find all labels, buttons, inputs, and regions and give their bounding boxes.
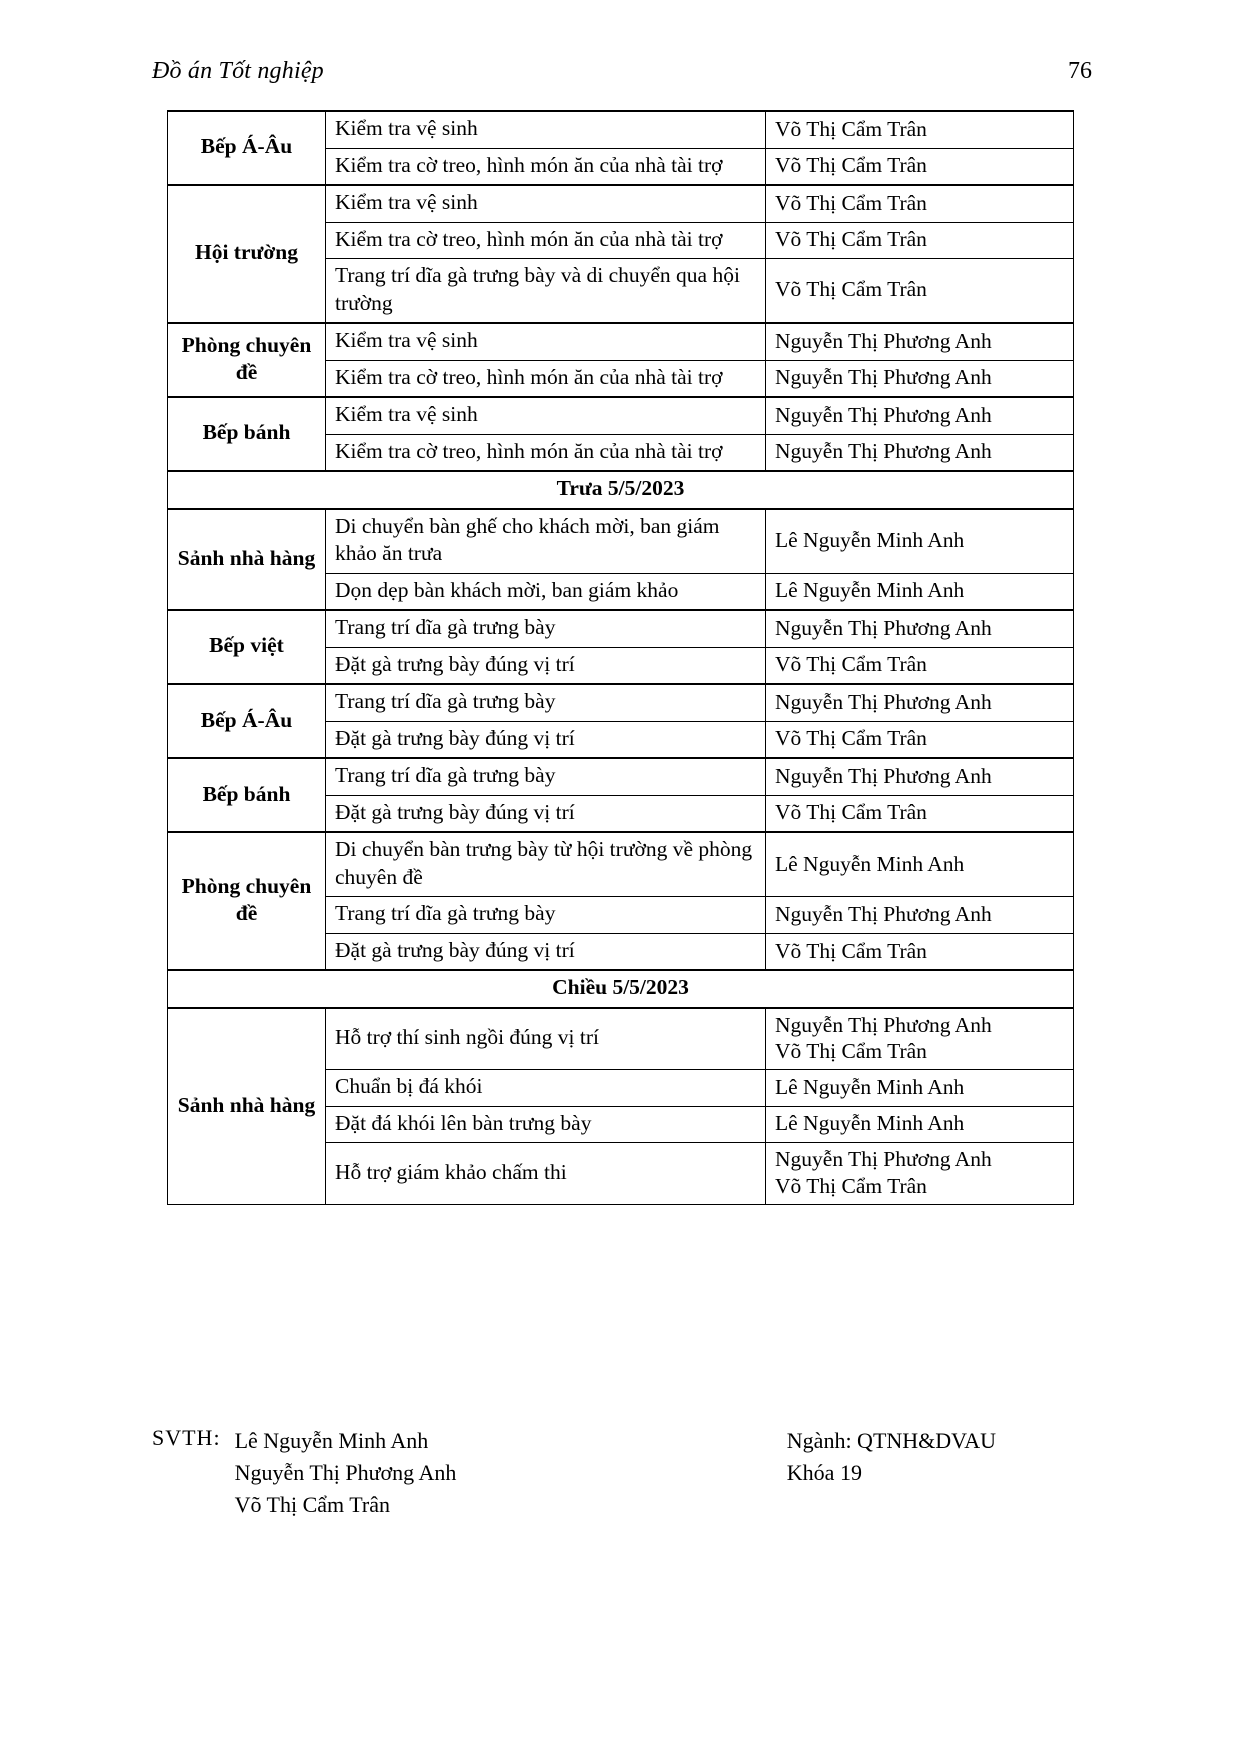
- cell-assignee: [766, 647, 1074, 684]
- section-header-label: Chiều 5/5/2023: [168, 970, 1074, 1008]
- cell-assignee: [766, 397, 1074, 434]
- cell-task: Di chuyển bàn trưng bày từ hội trường về phòng chuyên đề: [326, 832, 766, 897]
- cell-task: Đặt gà trưng bày đúng vị trí: [326, 933, 766, 970]
- assignee-name: Nguyễn Thị Phương Anh: [775, 402, 992, 427]
- table-row: [168, 1008, 1074, 1070]
- cell-task: Kiểm tra vệ sinh: [326, 185, 766, 222]
- footer-student-name: Lê Nguyễn Minh Anh: [234, 1428, 429, 1453]
- schedule-table: [167, 110, 1074, 1205]
- cell-location: Bếp Á-Âu: [168, 684, 326, 758]
- cell-location: Phòng chuyên đề: [168, 323, 326, 397]
- assignee-name: Nguyễn Thị Phương Anh: [775, 689, 992, 714]
- assignee-name: Võ Thị Cẩm Trân: [775, 1173, 927, 1198]
- table-row: [168, 111, 1074, 148]
- assignee-name: Võ Thị Cẩm Trân: [775, 227, 927, 252]
- cell-task: Hỗ trợ giám khảo chấm thi: [326, 1143, 766, 1204]
- cell-task: Di chuyển bàn ghế cho khách mời, ban giám khảo ăn trưa: [326, 509, 766, 574]
- cell-task: Kiểm tra cờ treo, hình món ăn của nhà tài trợ: [326, 222, 766, 259]
- cell-assignee: [766, 111, 1074, 148]
- cell-assignee: [766, 148, 1074, 185]
- cell-task: Kiểm tra cờ treo, hình món ăn của nhà tài trợ: [326, 360, 766, 397]
- cell-task: Kiểm tra vệ sinh: [326, 397, 766, 434]
- cell-assignee: [766, 185, 1074, 222]
- cell-task: Trang trí dĩa gà trưng bày: [326, 758, 766, 795]
- assignee-name: Nguyễn Thị Phương Anh: [775, 365, 992, 390]
- assignee-name: Võ Thị Cẩm Trân: [775, 190, 927, 215]
- footer-student-name: Võ Thị Cẩm Trân: [234, 1491, 391, 1517]
- footer-program-block: [787, 1425, 1092, 1521]
- cell-location: Hội trường: [168, 185, 326, 323]
- footer-student-block: [152, 1425, 456, 1521]
- cell-assignee: [766, 323, 1074, 360]
- table-row: [168, 610, 1074, 647]
- cell-assignee: [766, 573, 1074, 610]
- footer-student-name: Nguyễn Thị Phương Anh: [234, 1459, 457, 1485]
- assignee-name: Nguyễn Thị Phương Anh: [775, 901, 992, 926]
- section-header-label: Trưa 5/5/2023: [168, 471, 1074, 509]
- assignee-name: Võ Thị Cẩm Trân: [775, 1039, 927, 1064]
- cell-location: Bếp việt: [168, 610, 326, 684]
- assignee-name: Võ Thị Cẩm Trân: [775, 277, 927, 302]
- cell-assignee: [766, 721, 1074, 758]
- cell-assignee: [766, 259, 1074, 324]
- cell-task: Hỗ trợ thí sinh ngồi đúng vị trí: [326, 1008, 766, 1070]
- footer-student-label: SVTH:: [152, 1425, 221, 1450]
- cell-assignee: [766, 222, 1074, 259]
- schedule-table-wrapper: [167, 110, 1073, 1205]
- cell-location: Bếp Á-Âu: [168, 111, 326, 185]
- table-row: [168, 758, 1074, 795]
- assignee-name: Lê Nguyễn Minh Anh: [775, 1074, 965, 1099]
- table-row: [168, 397, 1074, 434]
- schedule-table-body: [168, 111, 1074, 1204]
- cell-assignee: [766, 1008, 1074, 1070]
- table-row: [168, 684, 1074, 721]
- assignee-name: Nguyễn Thị Phương Anh: [775, 439, 992, 464]
- footer-cohort: Khóa 19: [786, 1459, 862, 1485]
- assignee-name: Võ Thị Cẩm Trân: [775, 652, 927, 677]
- assignee-name: Võ Thị Cẩm Trân: [775, 938, 927, 963]
- cell-task: Đặt gà trưng bày đúng vị trí: [326, 647, 766, 684]
- cell-assignee: [766, 684, 1074, 721]
- assignee-name: Nguyễn Thị Phương Anh: [775, 1012, 992, 1037]
- cell-assignee: [766, 434, 1074, 471]
- assignee-name: Nguyễn Thị Phương Anh: [775, 763, 992, 788]
- cell-location: Sảnh nhà hàng: [168, 1008, 326, 1204]
- cell-task: Trang trí dĩa gà trưng bày: [326, 610, 766, 647]
- cell-assignee: [766, 897, 1074, 934]
- table-row: [168, 185, 1074, 222]
- page-number: 76: [1068, 58, 1092, 84]
- table-row: [168, 832, 1074, 897]
- cell-assignee: [766, 360, 1074, 397]
- cell-location: Bếp bánh: [168, 758, 326, 832]
- cell-assignee: [766, 832, 1074, 897]
- footer-major: Ngành: QTNH&DVAU: [786, 1428, 996, 1453]
- assignee-name: Võ Thị Cẩm Trân: [775, 726, 927, 751]
- cell-assignee: [766, 1106, 1074, 1143]
- section-header-row: [168, 970, 1074, 1008]
- cell-task: Chuẩn bị đá khói: [326, 1070, 766, 1107]
- document-title: Đồ án Tốt nghiệp: [152, 58, 324, 84]
- cell-location: Bếp bánh: [168, 397, 326, 471]
- table-row: [168, 509, 1074, 574]
- assignee-name: Nguyễn Thị Phương Anh: [775, 328, 992, 353]
- assignee-name: Võ Thị Cẩm Trân: [775, 800, 927, 825]
- page-header: [152, 58, 1092, 85]
- cell-task: Kiểm tra cờ treo, hình món ăn của nhà tài trợ: [326, 148, 766, 185]
- cell-task: Kiểm tra vệ sinh: [326, 111, 766, 148]
- cell-task: Kiểm tra cờ treo, hình món ăn của nhà tài trợ: [326, 434, 766, 471]
- assignee-name: Lê Nguyễn Minh Anh: [775, 578, 965, 603]
- cell-assignee: [766, 509, 1074, 574]
- cell-assignee: [766, 758, 1074, 795]
- cell-task: Dọn dẹp bàn khách mời, ban giám khảo: [326, 573, 766, 610]
- cell-task: Trang trí dĩa gà trưng bày: [326, 684, 766, 721]
- cell-task: Đặt gà trưng bày đúng vị trí: [326, 795, 766, 832]
- cell-task: Đặt đá khói lên bàn trưng bày: [326, 1106, 766, 1143]
- assignee-name: Lê Nguyễn Minh Anh: [775, 851, 965, 876]
- section-header-row: [168, 471, 1074, 509]
- cell-location: Sảnh nhà hàng: [168, 509, 326, 611]
- assignee-name: Lê Nguyễn Minh Anh: [775, 1111, 965, 1136]
- assignee-name: Nguyễn Thị Phương Anh: [775, 615, 992, 640]
- cell-assignee: [766, 1070, 1074, 1107]
- assignee-name: Võ Thị Cẩm Trân: [775, 116, 927, 141]
- cell-assignee: [766, 933, 1074, 970]
- cell-location: Phòng chuyên đề: [168, 832, 326, 970]
- page-footer: [152, 1425, 1092, 1521]
- cell-assignee: [766, 795, 1074, 832]
- assignee-name: Lê Nguyễn Minh Anh: [775, 528, 965, 553]
- cell-assignee: [766, 610, 1074, 647]
- cell-task: Trang trí dĩa gà trưng bày và di chuyển qua hội trường: [326, 259, 766, 324]
- cell-task: Trang trí dĩa gà trưng bày: [326, 897, 766, 934]
- table-row: [168, 323, 1074, 360]
- cell-task: Kiểm tra vệ sinh: [326, 323, 766, 360]
- cell-assignee: [766, 1143, 1074, 1204]
- footer-student-names: [235, 1425, 457, 1521]
- assignee-name: Võ Thị Cẩm Trân: [775, 153, 927, 178]
- assignee-name: Nguyễn Thị Phương Anh: [775, 1147, 992, 1172]
- cell-task: Đặt gà trưng bày đúng vị trí: [326, 721, 766, 758]
